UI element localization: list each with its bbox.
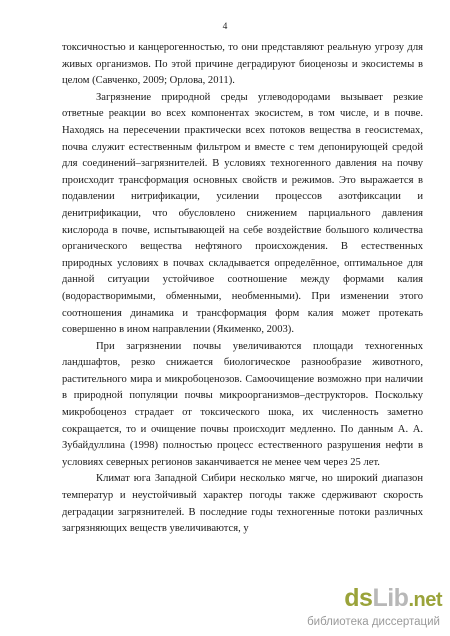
watermark-logo-lib: Lib — [372, 584, 409, 612]
paragraph-continuation: токсичностью и канцерогенностью, то они представляют реальную угрозу для живых организмов. По этой причине деградируют биоценозы и экосистемы в целом (Савченко, 2009; Орлова, 2011). — [62, 42, 423, 87]
page-number: 4 — [222, 22, 228, 32]
dslib-watermark — [254, 582, 444, 630]
watermark-caption: библиотека диссертаций — [307, 616, 440, 628]
watermark-logo-net: .net — [408, 589, 442, 611]
watermark-logo-ds: ds — [344, 584, 373, 612]
document-body — [62, 40, 423, 538]
paragraph-climate: Климат юга Западной Сибири несколько мягче, но широкий диапазон температур и неустойчивый характер погоды также сдерживают скорость деградации загрязнителей. В последние годы техногенные потоки различных загрязняющих веществ увеличиваются, у — [62, 473, 423, 535]
paragraph-pollution-response: Загрязнение природной среды углеводородами вызывает резкие ответные реакции во всех компонентах экосистем, в том числе, и в почве. Находясь на пересечении практически всех потоков вещества в геосистемах, почва служит естественным фильтром и вместе с тем депонирующей средой для соединений–загрязнителей. В условиях техногенного давления на почву происходит трансформация основных свойств и режимов. Это выражается в подавлении нитрификации, усилении процессов азотфиксации и денитрификации, что обусловлено снижением парциального давления кислорода в почве, испытывающей на себе воздействие большого количества органического вещества нефтяного происхождения. В естественных природных условиях в почвах складывается определённое, оптимальное для данной ситуации устойчивое соотношение между формами калия (водорастворимыми, обменными, необменными). При изменении этого соотношения динамика и трансформация форм калия может протекать совершенно в ином направлении (Якименко, 2003). — [62, 91, 423, 336]
paragraph-soil-contamination: При загрязнении почвы увеличиваются площади техногенных ландшафтов, резко снижается биологическое разнообразие животного, растительного мира и микробоценозов. Самоочищение возможно при наличии в природной популяции почвы микроорганизмов–деструкторов. Поскольку микробоценоз страдает от токсического шока, их численность заметно сокращается, то и очищение почвы происходит медленно. По данным А. А. Зубайдуллина (1998) полностью процесс естественного разрушения нефти в условиях северных регионов заканчивается не менее чем через 25 лет. — [62, 340, 423, 468]
watermark-logo — [344, 584, 442, 613]
